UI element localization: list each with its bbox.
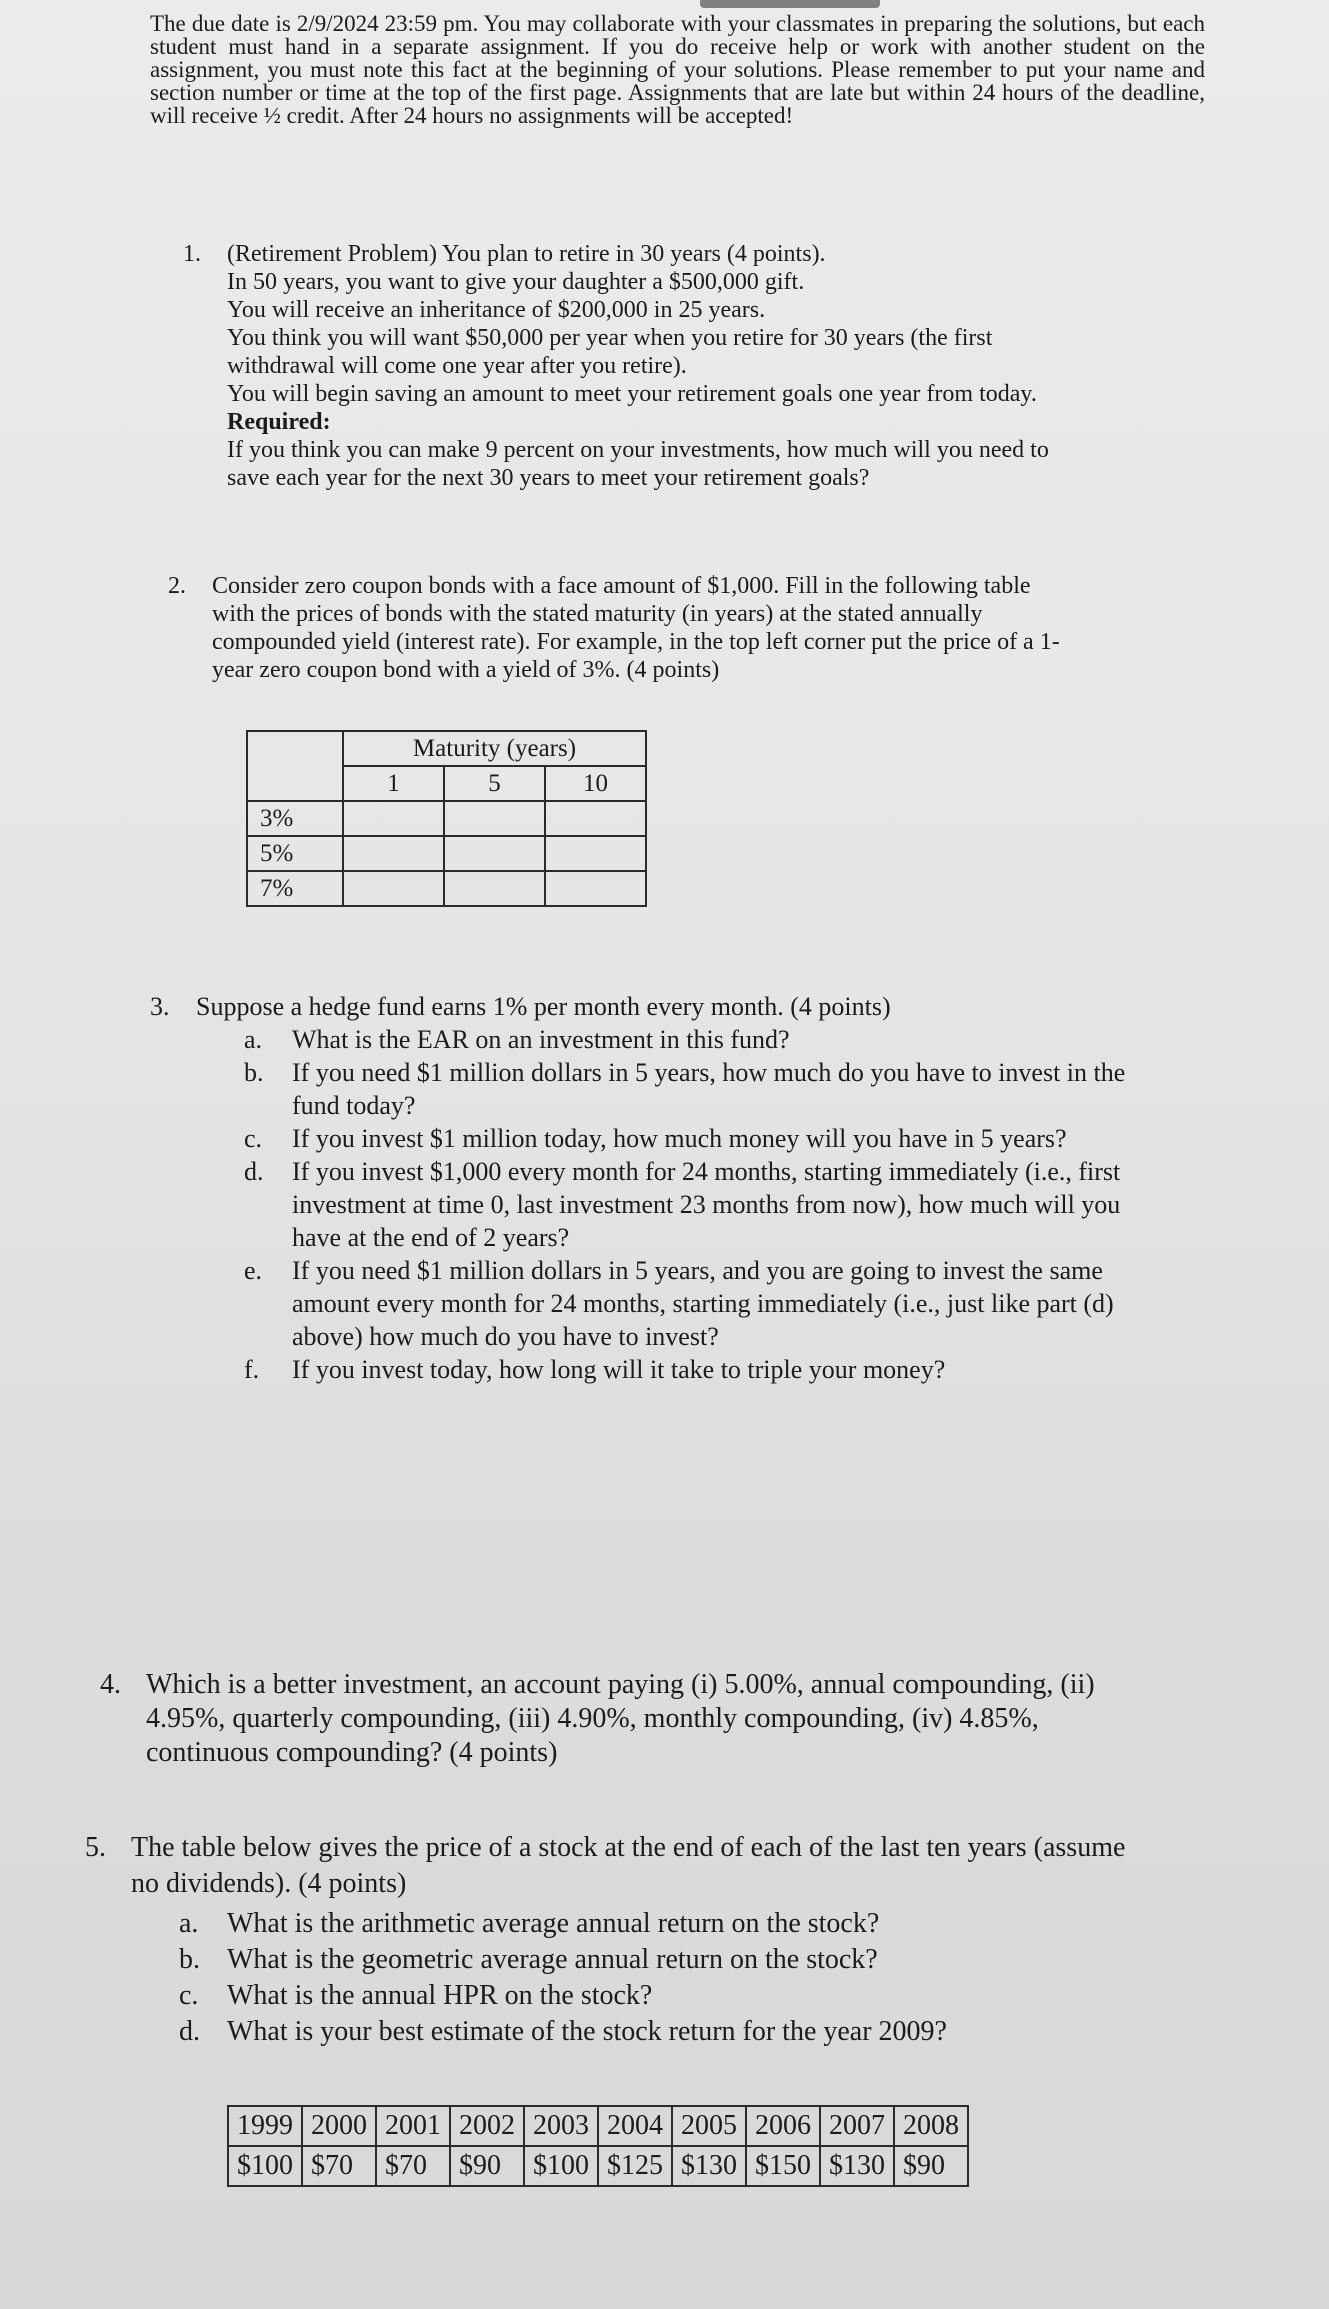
- question-text-line: withdrawal will come one year after you retire).: [227, 353, 687, 379]
- table-row: [247, 836, 646, 871]
- year-row: [228, 2106, 968, 2146]
- subquestion-d: d. What is your best estimate of the stock return for the year 2009?: [179, 2016, 947, 2047]
- question-text-line: continuous compounding? (4 points): [146, 1737, 558, 1768]
- price-cell: $90: [450, 2146, 524, 2186]
- subquestion-b: b. If you need $1 million dollars in 5 years, how much do you have to invest in the fund today?: [244, 1058, 1126, 1120]
- price-cell: $125: [598, 2146, 672, 2186]
- answer-cell[interactable]: [444, 836, 545, 871]
- maturity-header: Maturity (years): [343, 731, 646, 766]
- bond-price-table: [246, 730, 647, 907]
- question-number: 2.: [168, 573, 186, 599]
- subquestion-a: a. What is the EAR on an investment in this fund?: [244, 1025, 790, 1054]
- subquestion-b: b. What is the geometric average annual return on the stock?: [179, 1944, 878, 1975]
- question-text-line: Which is a better investment, an account paying (i) 5.00%, annual compounding, (ii): [146, 1669, 1095, 1700]
- year-cell: 2007: [820, 2106, 894, 2146]
- question-text-line: You will begin saving an amount to meet your retirement goals one year from today.: [227, 381, 1037, 407]
- year-cell: 1999: [228, 2106, 302, 2146]
- question-text-line: In 50 years, you want to give your daughter a $500,000 gift.: [227, 269, 805, 295]
- maturity-1: 1: [343, 766, 444, 801]
- year-cell: 2002: [450, 2106, 524, 2146]
- table-row: [247, 801, 646, 836]
- price-cell: $130: [820, 2146, 894, 2186]
- question-text-line: no dividends). (4 points): [131, 1868, 407, 1899]
- subquestion-d: d. If you invest $1,000 every month for 24 months, starting immediately (i.e., first investment at time 0, last investment 23 months from now), how much will you have at the end of 2 years?: [244, 1157, 1121, 1252]
- price-cell: $90: [894, 2146, 968, 2186]
- price-cell: $100: [228, 2146, 302, 2186]
- question-text-line: The table below gives the price of a stock at the end of each of the last ten years (assume: [131, 1832, 1126, 1863]
- year-cell: 2008: [894, 2106, 968, 2146]
- subquestion-c: c. If you invest $1 million today, how much money will you have in 5 years?: [244, 1124, 1067, 1153]
- question-text-line: with the prices of bonds with the stated maturity (in years) at the stated annually: [212, 601, 983, 627]
- required-label: Required:: [227, 409, 331, 435]
- rate-7: 7%: [247, 871, 343, 906]
- table-row: [247, 871, 646, 906]
- year-cell: 2001: [376, 2106, 450, 2146]
- question-text-line: If you think you can make 9 percent on your investments, how much will you need to: [227, 437, 1049, 463]
- question-text-line: (Retirement Problem) You plan to retire in 30 years (4 points).: [227, 241, 826, 267]
- instructions-paragraph: The due date is 2/9/2024 23:59 pm. You may collaborate with your classmates in preparing the solutions, but each student must hand in a separate assignment. If you do receive help or work with another student on the assignment, you must note this fact at the beginning of your solutions. Please remember to put your name and section number or time at the top of the first page. Assignments that are late but within 24 hours of the deadline, will receive ½ credit. After 24 hours no assignments will be accepted!: [150, 11, 1205, 128]
- year-cell: 2003: [524, 2106, 598, 2146]
- question-text-line: You will receive an inheritance of $200,000 in 25 years.: [227, 297, 766, 323]
- year-cell: 2005: [672, 2106, 746, 2146]
- year-cell: 2000: [302, 2106, 376, 2146]
- subquestion-f: f. If you invest today, how long will it take to triple your money?: [244, 1355, 946, 1384]
- question-text-line: save each year for the next 30 years to meet your retirement goals?: [227, 465, 870, 491]
- question-number: 1.: [183, 241, 201, 267]
- answer-cell[interactable]: [444, 801, 545, 836]
- subquestion-a: a. What is the arithmetic average annual return on the stock?: [179, 1908, 880, 1939]
- maturity-5: 5: [444, 766, 545, 801]
- question-text-line: You think you will want $50,000 per year when you retire for 30 years (the first: [227, 325, 993, 351]
- answer-cell[interactable]: [343, 836, 444, 871]
- question-number: 5.: [85, 1832, 106, 1863]
- header-fragment: [700, 0, 880, 8]
- answer-cell[interactable]: [545, 836, 646, 871]
- price-row: [228, 2146, 968, 2186]
- rate-3: 3%: [247, 801, 343, 836]
- table-corner-cell: [247, 731, 343, 801]
- question-number: 4.: [100, 1669, 121, 1700]
- answer-cell[interactable]: [545, 801, 646, 836]
- question-text-line: compounded yield (interest rate). For example, in the top left corner put the price of a 1-: [212, 629, 1060, 655]
- price-cell: $100: [524, 2146, 598, 2186]
- price-cell: $130: [672, 2146, 746, 2186]
- question-number: 3.: [150, 992, 170, 1021]
- subquestion-e: e. If you need $1 million dollars in 5 years, and you are going to invest the same amount every month for 24 months, starting immediately (i.e., just like part (d) above) how much do you have to invest?: [244, 1256, 1114, 1351]
- rate-5: 5%: [247, 836, 343, 871]
- year-cell: 2006: [746, 2106, 820, 2146]
- question-text-line: Consider zero coupon bonds with a face amount of $1,000. Fill in the following table: [212, 573, 1031, 599]
- price-cell: $150: [746, 2146, 820, 2186]
- question-text-line: Suppose a hedge fund earns 1% per month every month. (4 points): [196, 992, 891, 1021]
- price-cell: $70: [376, 2146, 450, 2186]
- answer-cell[interactable]: [545, 871, 646, 906]
- price-cell: $70: [302, 2146, 376, 2186]
- maturity-10: 10: [545, 766, 646, 801]
- year-cell: 2004: [598, 2106, 672, 2146]
- stock-price-table: [227, 2105, 969, 2187]
- question-text-line: 4.95%, quarterly compounding, (iii) 4.90%, monthly compounding, (iv) 4.85%,: [146, 1703, 1039, 1734]
- answer-cell[interactable]: [343, 801, 444, 836]
- answer-cell[interactable]: [343, 871, 444, 906]
- subquestion-c: c. What is the annual HPR on the stock?: [179, 1980, 653, 2011]
- question-text-line: year zero coupon bond with a yield of 3%. (4 points): [212, 657, 720, 683]
- answer-cell[interactable]: [444, 871, 545, 906]
